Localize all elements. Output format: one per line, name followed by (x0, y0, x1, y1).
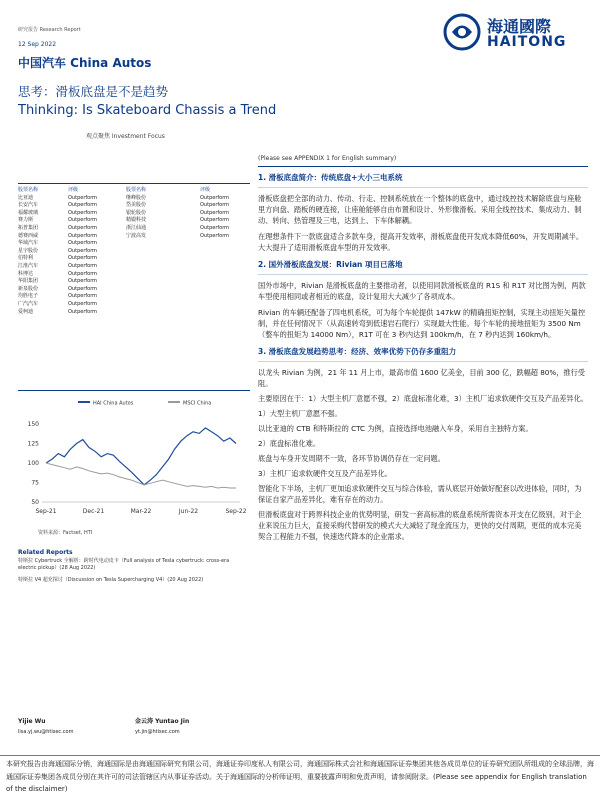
analyst-email[interactable]: yt.jin@htisec.com (135, 729, 180, 735)
section-2-paragraph: Rivian 的车辆还配备了四电机系统，可为每个车轮提供 147kW 的精确扭矩控制，实现主动扭矩矢量控制，并在任何情况下（从高速转弯到低速岩石爬行）实现最大性能。每个车轮的接地扭矩为 3500 Nm（整车的扭矩为 14000 Nm），R1T 可在 3 秒内达到 100km/h，在 7 秒内达到 160km/h。 (258, 308, 586, 339)
analyst-name: Yijie Wu (18, 718, 46, 725)
legend-label: MSCI China (183, 400, 212, 407)
stock-name: 广汽汽车 (18, 300, 39, 307)
stock-rating: Outperform (68, 285, 98, 292)
stock-rating: Outperform (68, 240, 98, 247)
stock-name: 华域汽车 (18, 240, 39, 247)
x-tick-label: Sep-21 (35, 508, 57, 515)
logo-en: HAITONG (487, 34, 567, 50)
stock-name: 江淮汽车 (18, 262, 39, 269)
series-line-msci-china (46, 463, 236, 488)
y-tick-label: 125 (27, 440, 39, 448)
chart-source: 资料来源：Factset, HTI (38, 530, 93, 536)
stock-rating (200, 240, 250, 248)
section-rule (258, 361, 588, 362)
stock-rating: Outperform (200, 224, 230, 231)
stock-rating (200, 248, 250, 256)
stock-rating: Outperform (68, 270, 98, 277)
stock-name (126, 301, 200, 309)
stock-rating (200, 309, 250, 317)
section-1-title: 1. 滑板底盘简介：传统底盘+大小三电系统 (258, 173, 403, 182)
stock-name: 华阳集团 (18, 278, 39, 285)
stock-name: 银轮股份 (126, 209, 147, 216)
stock-rating: Outperform (68, 293, 98, 300)
stock-rating: Outperform (68, 308, 98, 315)
stock-name: 星宇股份 (18, 247, 39, 254)
section-3-item: 3）主机厂追求软硬件交互及产品差异化。 (258, 469, 392, 478)
stock-rating: Outperform (68, 232, 98, 239)
investment-focus: 观点聚焦 Investment Focus (86, 133, 165, 140)
ratings-col-header: 股票名称 (18, 187, 39, 193)
section-rule (258, 187, 588, 188)
report-type: 研究报告 Research Report (18, 27, 81, 33)
ratings-row (18, 278, 250, 286)
section-3-title: 3. 滑板底盘发展趋势思考：经济、效率优势下仍存多重阻力 (258, 347, 457, 356)
analyst-name: 金云涛 Yuntao Jin (135, 718, 190, 725)
section-2-title: 2. 国外滑板底盘发展：Rivian 项目已落地 (258, 260, 403, 269)
stock-name (126, 240, 200, 248)
ratings-top-rule (18, 183, 250, 184)
ratings-row (18, 255, 250, 263)
stock-name: 赛力斯 (18, 217, 34, 224)
section-3-paragraph: 以龙头 Rivian 为例，21 年 11 月上市，最高市值 1600 亿美金，目前 300 亿，跌幅超 80%，推行受阻。 (258, 368, 585, 388)
ratings-row (18, 233, 250, 241)
stock-name: 长安汽车 (18, 202, 39, 209)
stock-rating: Outperform (68, 224, 98, 231)
footer-disclaimer: 本研究报告由海通国际分销，海通国际是由海通国际研究有限公司，海通证券印度私人有限公司，海通国际株式会社和海通国际证券集团其他各成员单位的证券研究团队所组成的全球品牌，海通国际证券集团各成员分别在其许可的司法管辖区内从事证券活动。关于海通国际的分析师证明，重要披露声明和免责声明，请参阅附录。(Please see appendix for English translation of the disclaimer) (6, 760, 594, 793)
analyst-email[interactable]: lisa.yj.wu@htisec.com (18, 729, 74, 735)
x-tick-label: Sep-22 (225, 508, 247, 515)
stock-rating (200, 263, 250, 271)
ratings-col-header: 股票名称 (126, 187, 147, 193)
stock-rating: Outperform (68, 262, 98, 269)
stock-rating: Outperform (200, 202, 230, 209)
legend-label: HAI China Autos (93, 400, 134, 407)
related-item[interactable]: 特斯拉 Cybertruck 全解析：跨时代电动皮卡（Full analysis of Tesla cybertruck: cross-era electric pickup）(28 Aug 2022) (18, 558, 230, 571)
stock-rating: Outperform (68, 255, 98, 262)
section-3-paragraph: 底盘与车身开发周期不一致，各环节协调仍存在一定问题。 (258, 454, 445, 463)
section-3-item: 2）底盘标准化难。 (258, 439, 321, 448)
stock-name: 均胜电子 (18, 293, 39, 300)
stock-name: 新泉股份 (18, 285, 39, 292)
ratings-header-row (18, 187, 250, 195)
ratings-row (18, 217, 250, 225)
stock-name (126, 271, 200, 279)
stock-rating: Outperform (68, 300, 98, 307)
ratings-row (18, 286, 250, 294)
y-tick-label: 50 (31, 499, 39, 506)
ratings-bottom-rule (18, 390, 250, 391)
stock-name: 精锻科技 (126, 217, 147, 224)
ratings-table (18, 187, 250, 316)
ratings-row (18, 202, 250, 210)
section-3-paragraph: 但滑板底盘对于跨界科技企业的优势明显，研发一套高标准的底盘系统所需资本开支在亿级别，对于企业来说压力巨大，直接采购代替研发的模式大大减轻了现金流压力，更快的交付周期，更低的成本完美契合工程能力不强，快速迭代降本的企业需求。 (258, 510, 582, 541)
ratings-col-header: 评级 (200, 187, 211, 193)
main-body (258, 155, 588, 542)
stock-rating: Outperform (68, 202, 98, 209)
analyst-1 (18, 718, 73, 736)
report-date: 12 Sep 2022 (18, 41, 57, 48)
related-title: Related Reports (18, 549, 73, 556)
footer-rule (0, 755, 600, 756)
stock-rating: Outperform (68, 278, 98, 285)
y-tick-label: 75 (31, 479, 39, 487)
haitong-logo-icon (443, 13, 481, 51)
stock-name: 浙江仙通 (126, 224, 147, 231)
y-tick-label: 100 (27, 460, 39, 467)
section-rule (258, 274, 588, 275)
stock-rating: Outperform (68, 209, 98, 216)
title-cn: 思考：滑板底盘是不是趋势 (18, 84, 169, 99)
section-3-paragraph: 主要原因在于：1）大型主机厂意愿不强，2）底盘标准化难，3）主机厂追求软硬件交互及产品差异化。 (258, 394, 588, 403)
stock-name: 拓普集团 (18, 224, 39, 231)
logo-cn: 海通國際 (487, 17, 552, 36)
stock-name: 宁波高发 (126, 232, 147, 239)
sector-title: 中国汽车 China Autos (18, 56, 152, 70)
section-3-paragraph: 以比亚迪的 CTB 和特斯拉的 CTC 为例，直接选择电池融入车身，采用自主独特方案。 (258, 424, 533, 433)
stock-name (126, 293, 200, 301)
ratings-row (18, 248, 250, 256)
appendix-note: (Please see APPENDIX 1 for English summary) (258, 155, 397, 162)
stock-name: 科博达 (18, 270, 34, 277)
stock-name (126, 255, 200, 263)
stock-rating (200, 271, 250, 279)
section-1-paragraph: 滑板底盘把全部的动力、传动、行走、控制系统放在一个整体的底盘中，通过线控技术解除底盘与座舱里方向盘、踏板的硬连接，让座舱能够自由布置和设计、外形像滑板。采用全线控技术、集成动力、制动、转向、热管理及三电，达到上、下车体解耦。 (258, 194, 582, 225)
ratings-row (18, 225, 250, 233)
ratings-row (18, 263, 250, 271)
stock-rating: Outperform (68, 247, 98, 254)
section-3-paragraph: 智能化下半场，主机厂更加追求软硬件交互与综合体验，需从底层开始做好配套以改进体验，同时，为保证自家产品差异化，难有存在的动力。 (258, 484, 582, 504)
stock-name: 福耀玻璃 (18, 209, 39, 216)
price-chart-svg (18, 394, 250, 520)
stock-name (126, 278, 200, 286)
stock-rating: Outperform (200, 217, 230, 224)
price-chart (18, 394, 250, 520)
stock-rating: Outperform (68, 194, 98, 201)
x-tick-label: Dec-21 (82, 508, 105, 515)
stock-name: 德赛西威 (18, 232, 39, 239)
stock-rating (200, 286, 250, 294)
stock-name (126, 309, 200, 317)
stock-name: 岱美股份 (126, 202, 147, 209)
stock-name (126, 286, 200, 294)
stock-rating: Outperform (200, 194, 230, 201)
stock-rating (200, 301, 250, 309)
x-tick-label: Mar-22 (130, 508, 152, 515)
stock-name: 比亚迪 (18, 194, 34, 201)
stock-rating: Outperform (200, 232, 230, 239)
stock-name (126, 248, 200, 256)
logo (443, 12, 593, 52)
section-rule (258, 166, 588, 167)
section-1-paragraph: 在理想条件下一款底盘适合多款车身，提高开发效率，滑板底盘使开发成本降低60%，开发周期减半。大大提升了适用滑板底盘车型的开发效率。 (258, 232, 584, 252)
stock-rating: Outperform (200, 209, 230, 216)
y-tick-label: 150 (27, 421, 39, 428)
stock-name (126, 263, 200, 271)
section-3-item: 1）大型主机厂意愿不强。 (258, 409, 342, 418)
ratings-row (18, 309, 250, 317)
related-item[interactable]: 特斯拉 V4 超充探讨（Discussion on Tesla Supercharging V4）(20 Aug 2022) (18, 577, 204, 583)
stock-name: 爱柯迪 (18, 308, 34, 315)
series-line-hai-china-autos (46, 428, 236, 485)
x-tick-label: Jun-22 (178, 508, 199, 515)
stock-rating (200, 293, 250, 301)
section-2-paragraph: 国外市场中，Rivian 是滑板底盘的主要推动者，以使用同款滑板底盘的 R1S 和 R1T 对比图为例，两款车型使用相同或者相近的底盘，设计复用大大减少了各项成本。 (258, 281, 586, 301)
ratings-col-header: 评级 (68, 187, 79, 193)
title-en: Thinking: Is Skateboard Chassis a Trend (18, 103, 277, 118)
stock-rating (200, 255, 250, 263)
ratings-row (18, 240, 250, 248)
stock-name: 伯特利 (18, 255, 34, 262)
ratings-row (18, 301, 250, 309)
analyst-2 (135, 718, 189, 736)
stock-rating: Outperform (68, 217, 98, 224)
ratings-row (18, 293, 250, 301)
stock-name: 继峰股份 (126, 194, 147, 201)
stock-rating (200, 278, 250, 286)
ratings-row (18, 271, 250, 279)
